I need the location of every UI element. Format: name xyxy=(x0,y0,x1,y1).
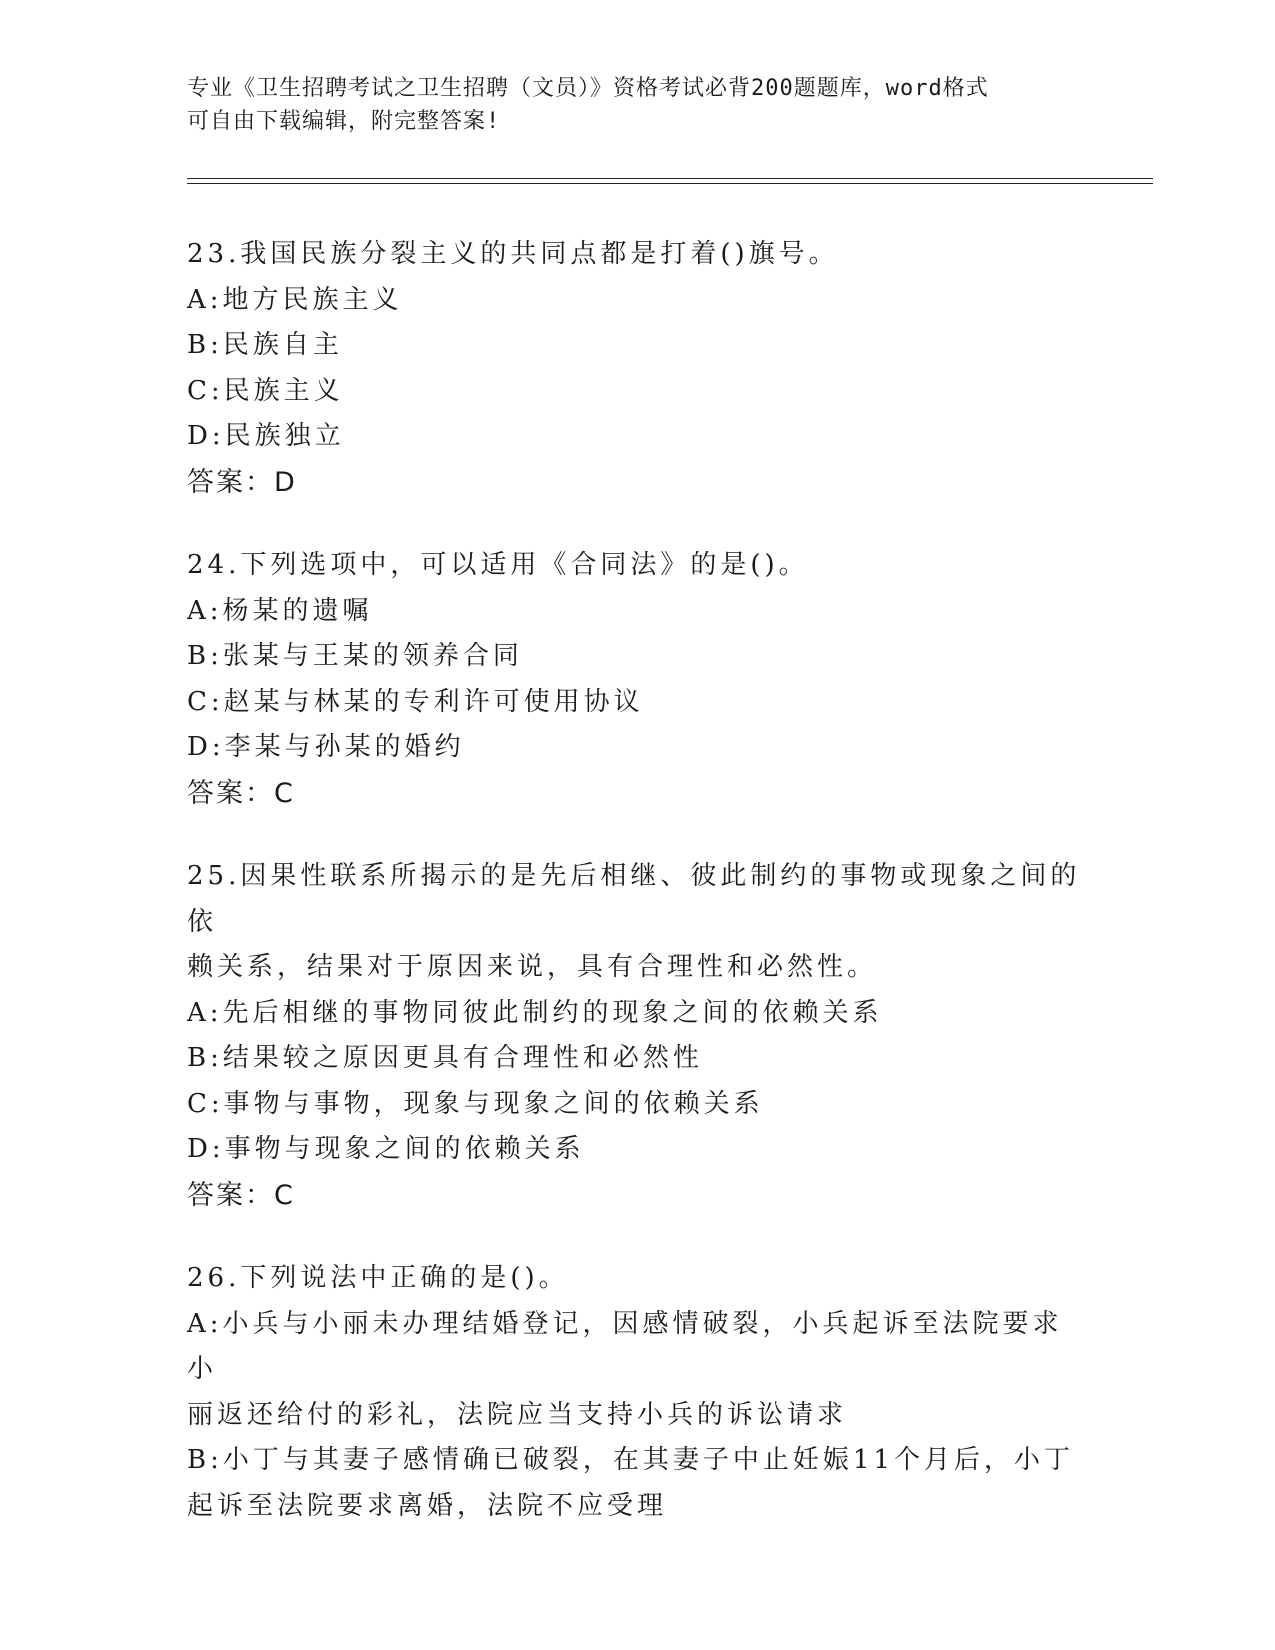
option-c: C:赵某与林某的专利许可使用协议 xyxy=(187,686,644,717)
option-b: B:民族自主 xyxy=(187,330,343,360)
question-text: 23.我国民族分裂主义的共同点都是打着()旗号。 xyxy=(187,239,839,269)
option-a: A:地方民族主义 xyxy=(187,284,403,315)
answer: 答案：C xyxy=(187,1179,295,1211)
question-24 xyxy=(187,543,1087,816)
question-text: 26.下列说法中正确的是()。 xyxy=(187,1263,569,1293)
answer: 答案：D xyxy=(187,466,297,498)
option-c: C:民族主义 xyxy=(187,375,344,406)
header-line-2: 可自由下载编辑，附完整答案! xyxy=(187,109,501,134)
question-text: 24.下列选项中，可以适用《合同法》的是()。 xyxy=(187,550,809,580)
option-b: B:结果较之原因更具有合理性和必然性 xyxy=(187,1043,703,1073)
option-d: D:民族独立 xyxy=(187,421,345,451)
question-list xyxy=(187,232,1087,1567)
option-a: A:先后相继的事物同彼此制约的现象之间的依赖关系 xyxy=(187,997,883,1028)
question-text: 25.因果性联系所揭示的是先后相继、彼此制约的事物或现象之间的依 xyxy=(187,861,1081,937)
option-a-continued: 丽返还给付的彩礼，法院应当支持小兵的诉讼请求 xyxy=(187,1399,848,1430)
option-b: B:张某与王某的领养合同 xyxy=(187,641,523,671)
option-d: D:李某与孙某的婚约 xyxy=(187,732,465,762)
answer: 答案：C xyxy=(187,777,295,809)
question-23 xyxy=(187,232,1087,505)
option-a: A:杨某的遗嘱 xyxy=(187,595,373,626)
option-a: A:小兵与小丽未办理结婚登记，因感情破裂，小兵起诉至法院要求小 xyxy=(187,1308,1063,1384)
header-divider-top xyxy=(187,178,1153,179)
option-b-continued: 起诉至法院要求离婚，法院不应受理 xyxy=(187,1490,668,1521)
document-header xyxy=(187,72,1087,138)
question-text-continued: 赖关系，结果对于原因来说，具有合理性和必然性。 xyxy=(187,952,878,982)
option-d: D:事物与现象之间的依赖关系 xyxy=(187,1134,585,1164)
question-25 xyxy=(187,854,1087,1218)
header-line-1: 专业《卫生招聘考试之卫生招聘（文员）》资格考试必背200题题库，word格式 xyxy=(187,76,989,101)
option-c: C:事物与事物，现象与现象之间的依赖关系 xyxy=(187,1088,764,1119)
header-divider-bottom xyxy=(187,183,1153,184)
option-b: B:小丁与其妻子感情确已破裂，在其妻子中止妊娠11个月后，小丁 xyxy=(187,1445,1074,1475)
question-26 xyxy=(187,1256,1087,1529)
